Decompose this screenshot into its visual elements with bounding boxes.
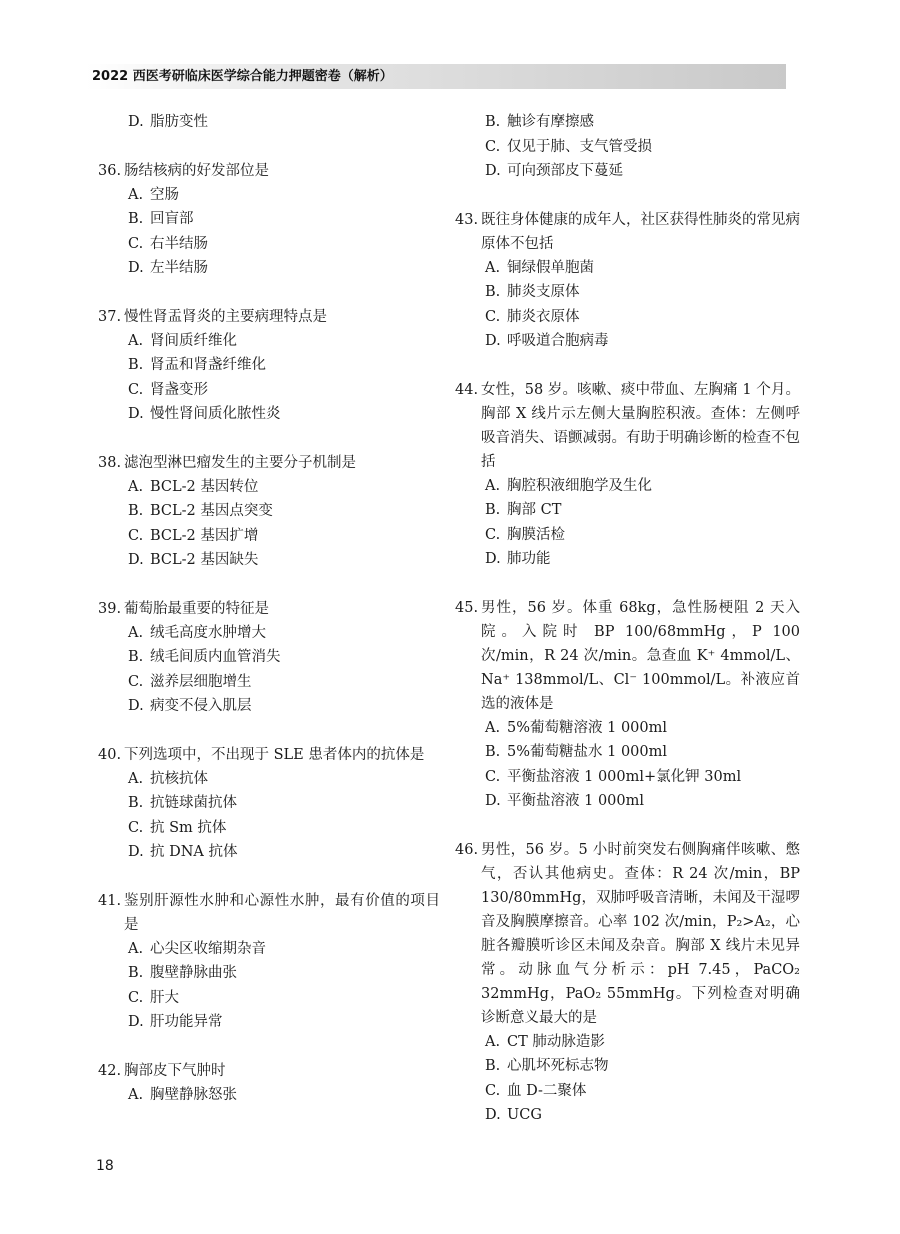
option-letter: D.	[128, 114, 144, 130]
question-item	[455, 838, 800, 1128]
answer-option	[455, 765, 800, 790]
option-letter: D.	[128, 698, 144, 714]
answer-option	[455, 329, 800, 354]
option-letter: B.	[128, 795, 144, 811]
question-item	[98, 305, 440, 427]
option-text: 胸壁静脉怒张	[150, 1086, 237, 1103]
question-stem	[98, 597, 440, 621]
option-letter: B.	[128, 965, 144, 981]
option-letter: A.	[485, 1033, 501, 1050]
answer-option	[455, 1079, 800, 1104]
option-text: 空肠	[150, 186, 179, 203]
answer-option	[98, 402, 440, 427]
option-letter: A.	[128, 624, 144, 641]
option-letter: A.	[128, 332, 144, 349]
option-letter: B.	[485, 502, 501, 518]
option-letter: A.	[485, 259, 501, 276]
option-letter: C.	[485, 768, 501, 785]
answer-option	[455, 474, 800, 499]
answer-option	[98, 475, 440, 500]
answer-option	[455, 1030, 800, 1055]
question-text: 女性，58 岁。咳嗽、痰中带血、左胸痛 1 个月。胸部 X 线片示左侧大量胸腔积液。查体：左侧呼吸音消失、语颤减弱。有助于明确诊断的检查不包括	[481, 381, 800, 470]
answer-option	[455, 498, 800, 523]
option-text: 5%葡萄糖盐水 1 000ml	[507, 744, 668, 760]
answer-option	[98, 548, 440, 573]
option-text: 抗 Sm 抗体	[150, 819, 227, 836]
option-letter: A.	[485, 719, 501, 736]
option-text: 右半结肠	[150, 235, 208, 252]
answer-option	[98, 329, 440, 354]
answer-option	[98, 378, 440, 403]
option-letter: B.	[128, 357, 144, 373]
question-number: 41.	[98, 892, 122, 909]
question-text: 鉴别肝源性水肿和心源性水肿，最有价值的项目是	[124, 892, 440, 933]
option-letter: D.	[485, 1107, 501, 1123]
option-letter: D.	[485, 163, 501, 179]
question-text: 慢性肾盂肾炎的主要病理特点是	[124, 308, 327, 325]
answer-option	[455, 716, 800, 741]
option-letter: B.	[485, 744, 501, 760]
answer-option	[98, 207, 440, 232]
option-text: 心肌坏死标志物	[507, 1058, 609, 1074]
option-text: 肺功能	[507, 551, 551, 567]
answer-option	[98, 353, 440, 378]
option-letter: C.	[128, 673, 144, 690]
option-letter: A.	[128, 940, 144, 957]
answer-option	[98, 645, 440, 670]
question-text: 肠结核病的好发部位是	[124, 162, 269, 179]
question-text: 男性，56 岁。5 小时前突发右侧胸痛伴咳嗽、憋气，否认其他病史。查体：R 24 次/min，BP 130/80mmHg，双肺呼吸音清晰，未闻及干湿啰音及胸膜摩擦音。心率 102 次/min，P₂>A₂，心脏各瓣膜听诊区未闻及杂音。胸部 X 线片未见异常。动脉血气分析示：pH 7.45，PaCO₂ 32mmHg，PaO₂ 55mmHg。下列检查对明确诊断意义最大的是	[481, 841, 800, 1026]
answer-option	[455, 789, 800, 814]
option-text: 平衡盐溶液 1 000ml+氯化钾 30ml	[507, 768, 742, 785]
question-item	[98, 451, 440, 573]
question-text: 滤泡型淋巴瘤发生的主要分子机制是	[124, 454, 356, 471]
option-text: 抗核抗体	[150, 770, 208, 787]
option-text: 脂肪变性	[150, 114, 208, 130]
answer-option	[98, 791, 440, 816]
option-text: 可向颈部皮下蔓延	[507, 163, 623, 179]
option-letter: C.	[485, 1082, 501, 1099]
answer-option	[455, 280, 800, 305]
option-text: 抗链球菌抗体	[150, 795, 237, 811]
answer-option	[98, 1010, 440, 1035]
option-text: 肾间质纤维化	[150, 332, 237, 349]
option-letter: D.	[128, 552, 144, 568]
option-text: 慢性肾间质化脓性炎	[150, 406, 281, 422]
question-number: 45.	[455, 599, 479, 616]
answer-option	[455, 256, 800, 281]
option-letter: B.	[128, 649, 144, 665]
option-letter: B.	[485, 284, 501, 300]
question-stem	[455, 838, 800, 1030]
option-text: 左半结肠	[150, 260, 208, 276]
option-letter: C.	[485, 308, 501, 325]
answer-option	[98, 670, 440, 695]
option-letter: A.	[128, 770, 144, 787]
option-text: 滋养层细胞增生	[150, 673, 252, 690]
question-stem	[455, 378, 800, 474]
header-title: 2022 西医考研临床医学综合能力押题密卷（解析）	[92, 69, 393, 84]
answer-option	[455, 305, 800, 330]
running-header	[86, 64, 786, 89]
question-text: 胸部皮下气肿时	[124, 1062, 226, 1079]
answer-option	[98, 816, 440, 841]
answer-option	[455, 110, 800, 135]
option-text: 绒毛间质内血管消失	[150, 649, 281, 665]
option-letter: A.	[485, 477, 501, 494]
option-text: 触诊有摩擦感	[507, 114, 594, 130]
option-letter: D.	[485, 793, 501, 809]
answer-option	[98, 621, 440, 646]
option-text: 胸部 CT	[507, 502, 562, 518]
left-column	[98, 110, 440, 1131]
question-number: 37.	[98, 308, 122, 325]
option-text: 病变不侵入肌层	[150, 698, 252, 714]
question-item	[98, 889, 440, 1035]
question-stem	[455, 596, 800, 716]
option-text: 心尖区收缩期杂音	[150, 940, 266, 957]
option-letter: C.	[128, 235, 144, 252]
answer-option	[98, 232, 440, 257]
option-text: 腹壁静脉曲张	[150, 965, 237, 981]
option-text: 肝大	[150, 989, 179, 1006]
answer-option	[455, 523, 800, 548]
option-text: 肝功能异常	[150, 1014, 223, 1030]
option-letter: C.	[128, 819, 144, 836]
question-item	[455, 208, 800, 354]
question-item	[98, 1059, 440, 1108]
question-stem	[455, 208, 800, 256]
option-letter: D.	[128, 1014, 144, 1030]
question-number: 42.	[98, 1062, 122, 1079]
option-letter: B.	[485, 1058, 501, 1074]
question-number: 46.	[455, 841, 479, 858]
option-letter: D.	[128, 406, 144, 422]
answer-option	[98, 694, 440, 719]
answer-option	[455, 740, 800, 765]
option-text: 肺炎衣原体	[507, 308, 580, 325]
answer-option	[455, 547, 800, 572]
option-text: CT 肺动脉造影	[507, 1033, 605, 1050]
option-text: 肺炎支原体	[507, 284, 580, 300]
question-stem	[98, 305, 440, 329]
page-number: 18	[96, 1158, 114, 1174]
option-text: UCG	[507, 1107, 542, 1123]
option-letter: D.	[485, 333, 501, 349]
question-number: 38.	[98, 454, 122, 471]
question-item	[98, 743, 440, 865]
answer-option	[98, 767, 440, 792]
question-item	[455, 378, 800, 572]
option-letter: A.	[128, 186, 144, 203]
question-item	[98, 159, 440, 281]
option-text: 胸膜活检	[507, 526, 565, 543]
option-text: 平衡盐溶液 1 000ml	[507, 793, 645, 809]
answer-option	[98, 937, 440, 962]
answer-option	[98, 961, 440, 986]
question-number: 36.	[98, 162, 122, 179]
option-letter: B.	[128, 503, 144, 519]
answer-option	[98, 986, 440, 1011]
option-letter: D.	[128, 844, 144, 860]
question-text: 既往身体健康的成年人，社区获得性肺炎的常见病原体不包括	[481, 211, 800, 252]
option-text: BCL-2 基因扩增	[150, 527, 259, 544]
question-stem	[98, 743, 440, 767]
answer-option	[98, 499, 440, 524]
answer-option	[455, 159, 800, 184]
answer-option	[98, 1083, 440, 1108]
answer-option	[98, 840, 440, 865]
option-text: BCL-2 基因点突变	[150, 503, 273, 519]
right-column	[455, 110, 800, 1152]
question-number: 39.	[98, 600, 122, 617]
option-text: BCL-2 基因缺失	[150, 552, 259, 568]
option-text: 仅见于肺、支气管受损	[507, 138, 652, 155]
answer-option	[98, 524, 440, 549]
option-letter: B.	[485, 114, 501, 130]
option-text: 血 D-二聚体	[507, 1082, 587, 1099]
question-number: 40.	[98, 746, 122, 763]
question-item	[98, 597, 440, 719]
answer-option	[455, 1054, 800, 1079]
answer-option	[455, 135, 800, 160]
question-stem	[98, 889, 440, 937]
question-stem	[98, 451, 440, 475]
option-text: 抗 DNA 抗体	[150, 844, 238, 860]
question-text: 葡萄胎最重要的特征是	[124, 600, 269, 617]
option-letter: C.	[128, 989, 144, 1006]
answer-option	[98, 256, 440, 281]
option-text: BCL-2 基因转位	[150, 478, 259, 495]
option-text: 绒毛高度水肿增大	[150, 624, 266, 641]
answer-option	[98, 183, 440, 208]
option-letter: C.	[485, 138, 501, 155]
question-item	[455, 596, 800, 814]
answer-option	[98, 110, 440, 135]
question-item	[455, 110, 800, 184]
option-text: 回盲部	[150, 211, 194, 227]
option-text: 铜绿假单胞菌	[507, 259, 594, 276]
option-text: 呼吸道合胞病毒	[507, 333, 609, 349]
question-number: 43.	[455, 211, 479, 228]
question-text: 下列选项中，不出现于 SLE 患者体内的抗体是	[124, 746, 425, 763]
option-letter: C.	[485, 526, 501, 543]
option-text: 胸腔积液细胞学及生化	[507, 477, 652, 494]
option-letter: C.	[128, 381, 144, 398]
option-letter: C.	[128, 527, 144, 544]
answer-option	[455, 1103, 800, 1128]
option-letter: D.	[485, 551, 501, 567]
option-text: 肾盏变形	[150, 381, 208, 398]
question-item	[98, 110, 440, 135]
option-letter: B.	[128, 211, 144, 227]
option-text: 肾盂和肾盏纤维化	[150, 357, 266, 373]
option-letter: A.	[128, 478, 144, 495]
option-letter: A.	[128, 1086, 144, 1103]
question-text: 男性，56 岁。体重 68kg，急性肠梗阻 2 天入院。入院时 BP 100/68mmHg，P 100 次/min，R 24 次/min。急查血 K⁺ 4mmol/L、Na⁺ 138mmol/L、Cl⁻ 100mmol/L。补液应首选的液体是	[481, 599, 800, 712]
question-stem	[98, 1059, 440, 1083]
question-stem	[98, 159, 440, 183]
option-letter: D.	[128, 260, 144, 276]
question-number: 44.	[455, 381, 479, 398]
option-text: 5%葡萄糖溶液 1 000ml	[507, 719, 668, 736]
